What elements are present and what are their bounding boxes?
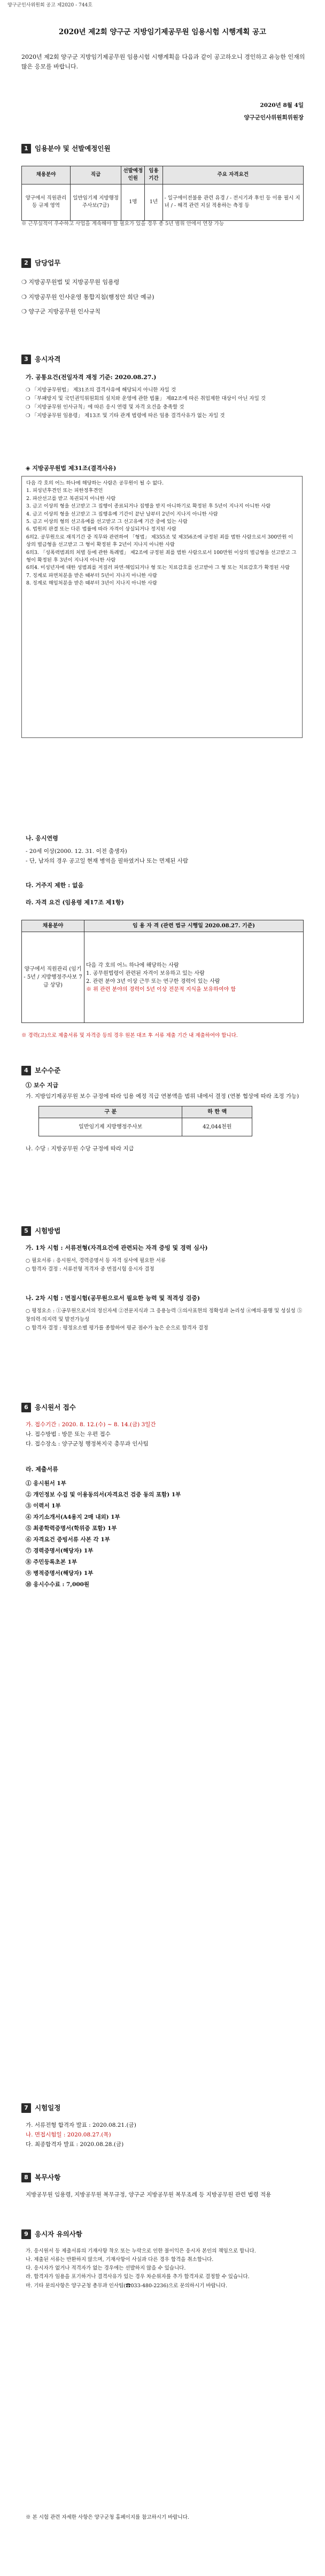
section-title: 응시자격 — [35, 355, 61, 363]
section-title: 복무사항 — [35, 2173, 61, 2181]
list-item: 다. 최종합격자 발표 : 2020.08.28.(금) — [26, 2141, 124, 2148]
table-cell: 1명 — [121, 184, 145, 220]
page-title: 2020년 제2회 양구군 지방임기제공무원 임용시험 시행계획 공고 — [58, 28, 267, 36]
table-note: ※ 근무실적이 우수하고 사업을 계속해야 할 필요가 있을 경우 총 5년 범위 안에서 연장 가능 — [21, 221, 225, 227]
list-item: 라. 합격자가 임용을 포기하거나 결격사유가 있는 경우 차순위자를 추가 합격자로 결정할 수 있습니다. — [26, 2274, 250, 2280]
box-line: 다음 각 호의 어느 하나에 해당하는 사람은 공무원이 될 수 없다. — [26, 480, 164, 486]
table-cell: 42,044천원 — [182, 1118, 252, 1136]
box-line: 2. 파산선고를 받고 복권되지 아니한 사람 — [26, 495, 116, 502]
box-line: 7. 징계로 파면처분을 받은 때부터 5년이 지나지 아니한 사람 — [26, 572, 157, 579]
section-title: 임용분야 및 선발예정인원 — [35, 144, 111, 152]
list-item: - 20세 이상(2000. 12. 31. 이전 출생자) — [26, 848, 127, 855]
table-cell: 일반임기제 지방행정주사보(7급) — [71, 184, 121, 220]
section-7-heading — [21, 2102, 60, 2114]
section-number: 9 — [21, 2229, 31, 2239]
section-number: 2 — [21, 258, 31, 268]
table-header: 채용분야 — [22, 166, 71, 184]
section-1-heading — [21, 142, 111, 155]
list-item: ○ 평정요소 : ①공무원으로서의 정신자세 ②전문지식과 그 응용능력 ③의사표현의 정확성과 논리성 ④예의·품행 및 성실성 ⑤창의력·의지력 및 발전가능성 — [26, 1308, 303, 1323]
requirements-table — [21, 920, 304, 1023]
application-info — [26, 1420, 304, 1449]
list-item: 나. 면접시험일 : 2020.08.27.(목) — [26, 2131, 111, 2138]
caution-last: ※ 본 시험 관련 자세한 사항은 양구군청 홈페이지를 참고하시기 바랍니다. — [26, 2515, 189, 2520]
box-line: 6의4. 미성년자에 대한 성범죄를 저질러 파면·해임되거나 형 또는 치료감호를 선고받아 그 형 또는 치료감호가 확정된 사람 — [26, 565, 290, 571]
schedule-lines — [26, 2121, 304, 2150]
list-item: - 단, 남자의 경우 공고일 현재 병역을 필하였거나 또는 면제된 사람 — [26, 857, 188, 864]
docs-list — [26, 1478, 304, 1590]
requirement-line: 다음 각 호의 어느 하나에 해당하는 사람 — [86, 962, 179, 968]
table-cell: 양구에서 직원관리 등 규제 영역 — [22, 184, 71, 220]
list-item: ❍ 「지방공무원법」 제31조의 결격사유에 해당되지 아니한 자일 것 — [26, 387, 176, 393]
section-8-heading — [21, 2171, 60, 2184]
pay-line: 가. 지방임기제공무원 보수 규정에 따라 임용 예정 직급 연봉액을 범위 내에서 결정 (연봉 협상에 따라 조정 가능) — [26, 1093, 299, 1099]
box-line: 3. 금고 이상의 형을 선고받고 그 집행이 종료되거나 집행을 받지 아니하기로 확정된 후 5년이 지나지 아니한 사람 — [26, 503, 271, 510]
intro-text: 2020년 제2회 양구군 지방임기제공무원 임용시험 시행계획을 다음과 같이 공고하오니 경인하고 유능한 인재의 많은 응모를 바랍니다. — [21, 53, 305, 71]
section-5-heading — [21, 1225, 60, 1237]
recruitment-table — [21, 166, 304, 221]
duties-list — [21, 278, 304, 322]
table-header: 임 용 자 격 (관련 법규 시행일 2020.08.27. 기준) — [84, 920, 304, 932]
service-lines — [26, 2190, 304, 2200]
table-cell-requirements — [84, 932, 304, 1023]
application-method: 나. 접수방법 : 방문 또는 우편 접수 — [26, 1431, 111, 1437]
section-number: 8 — [21, 2173, 31, 2182]
requirements-note: ※ 경력(고)으로 제출서류 및 자격증 등의 경우 원본 대조 후 서류 제출 기간 내 제출하여야 합니다. — [21, 1033, 238, 1039]
table-header: 선발예정인원 — [121, 166, 145, 184]
residence-heading: 다. 거주지 제한 : 없음 — [26, 882, 84, 889]
section-title: 보수수준 — [35, 1066, 61, 1074]
list-item: ② 개인정보 수집 및 이용동의서(자격요건 검증 동의 포함) 1부 — [26, 1491, 181, 1498]
section-title: 담당업무 — [35, 258, 61, 267]
box-line: 8. 징계로 해임처분을 받은 때부터 3년이 지나지 아니한 사람 — [26, 580, 157, 587]
table-header: 채용분야 — [22, 920, 84, 932]
list-item: ❍ 「지방공무원 인사규칙」에 따른 응시 연령 및 자격 요건을 충족할 것 — [26, 404, 184, 411]
table-header: 구 분 — [39, 1106, 182, 1118]
docs-heading: 라. 제출서류 — [26, 1466, 58, 1473]
section-title: 응시원서 접수 — [35, 1403, 76, 1411]
section-4-heading — [21, 1064, 60, 1077]
box-line: 6의3. 「성폭력범죄의 처벌 등에 관한 특례법」 제2조에 규정된 죄를 범한 사람으로서 100만원 이상의 벌금형을 선고받고 그 형이 확정된 후 3년이 지나지 아니한 사람 — [26, 549, 297, 564]
table-header: 주요 자격요건 — [162, 166, 304, 184]
section-title: 시험일정 — [35, 2103, 61, 2112]
list-item: ○ 합격자 결정 : 평정요소별 평가를 종합하여 평균 점수가 높은 순으로 합격자 결정 — [26, 1325, 208, 1332]
section-3-heading — [21, 353, 60, 366]
list-item: ○ 필요서류 : 응시원서, 경력증명서 등 자격 심사에 필요한 서류 — [26, 1258, 166, 1264]
caution-lines — [26, 2247, 304, 2290]
list-item: ❍ 양구군 지방공무원 인사규칙 — [21, 308, 100, 315]
box-line: 6. 법원의 판결 또는 다른 법률에 따라 자격이 상실되거나 정지된 사람 — [26, 526, 176, 533]
pay-note: 나. 수당 : 지방공무원 수당 규정에 따라 지급 — [26, 1145, 134, 1152]
list-item: ○ 합격자 결정 : 서류전형 적격자 중 면접시험 응시자 결정 — [26, 1266, 154, 1273]
section-title: 응시자 유의사항 — [35, 2229, 82, 2238]
section-title: 시험방법 — [35, 1226, 61, 1235]
section-number: 1 — [21, 144, 31, 153]
section-9-heading — [21, 2228, 82, 2241]
table-header: 임용기간 — [145, 166, 162, 184]
pay-table — [38, 1106, 252, 1136]
table-cell: - 일구에이전불용 관련 유경 / - 전시기과 후인 등 이용 필시 지녀 / - 해격 관련 지실 적용하는 측정 등 — [162, 184, 304, 220]
list-item: ④ 자기소개서(A4용지 2매 내외) 1부 — [26, 1514, 120, 1520]
section-2-heading — [21, 257, 60, 270]
exam-lines-1 — [26, 1257, 304, 1274]
list-item: ① 응시원서 1부 — [26, 1480, 66, 1487]
box-line: 5. 금고 이상의 형의 선고유예를 선고받고 그 선고유예 기간 중에 있는 사람 — [26, 519, 188, 525]
disqualification-title: ◈ 지방공무원법 제31조(결격사유) — [26, 465, 117, 472]
announcement-number: 양구군인사위원회 공고 제2020 - 744호 — [7, 3, 92, 8]
list-item: 가. 서류전형 합격자 발표 : 2020.08.21.(금) — [26, 2122, 136, 2128]
section-6-heading — [21, 1401, 76, 1414]
box-line: 6의2. 공무원으로 재직기간 중 직무와 관련하여 「형법」 제355조 및 제356조에 규정된 죄를 범한 사람으로서 300만원 이상의 벌금형을 선고받고 그 형이 확정된 후 2년이 지나지 아니한 사람 — [26, 534, 293, 548]
list-item: 지방공무원 임용령, 지방공무원 복무규정, 양구군 지방공무원 복무조례 등 지방공무원 관련 법령 적용 — [26, 2191, 272, 2198]
requirements-heading: 라. 자격 요건 (임용령 제17조 제1항) — [26, 899, 124, 906]
table-cell: 양구에서 직원관리 (임기 - 5년 / 지방행정주사보 7급 상당) — [22, 932, 84, 1023]
list-item: ❍ 「부패방지 및 국민권익위원회의 설치와 운영에 관한 법률」 제82조에 따른 취업제한 대상이 아닌 자일 것 — [26, 396, 266, 402]
application-place: 다. 접수장소 : 양구군청 행정복지국 총무과 인사팀 — [26, 1440, 149, 1447]
section-number: 7 — [21, 2103, 31, 2113]
eligibility-heading: 가. 공통요건(전일자격 재정 기준: 2020.08.27.) — [26, 374, 157, 381]
box-line: 4. 금고 이상의 형을 선고받고 그 집행유예 기간이 끝난 날부터 2년이 지나지 아니한 사람 — [26, 511, 218, 517]
list-item: ③ 이력서 1부 — [26, 1503, 61, 1509]
exam-heading-2: 나. 2차 시험 : 면접시험(공무원으로서 필요한 능력 및 적격성 검증) — [26, 1295, 200, 1302]
section-number: 3 — [21, 355, 31, 364]
requirement-line: ※ 위 관련 분야의 경력이 5년 이상 전문적 지식을 보유하여야 함 — [86, 986, 236, 993]
application-period: 가. 접수기간 : 2020. 8. 12.(수) ~ 8. 14.(금) 3일간 — [26, 1421, 156, 1428]
table-header: 하 한 액 — [182, 1106, 252, 1118]
exam-heading-1: 가. 1차 시험 : 서류전형(자격요건에 관련되는 자격 증빙 및 경력 심사) — [26, 1244, 208, 1251]
list-item: ⑦ 경력증명서(해당자) 1부 — [26, 1548, 94, 1554]
list-item: ❍ 지방공무원법 및 지방공무원 임용령 — [21, 279, 120, 286]
box-line: 1. 피성년후견인 또는 피한정후견인 — [26, 488, 103, 494]
list-item: ⑩ 응시수수료 : 7,000원 — [26, 1581, 90, 1588]
issuing-org: 양구군인사위원회위원장 — [244, 114, 304, 121]
list-item: ❍ 지방공무원 인사운영 통합지침(행정안 희단 예규) — [21, 293, 154, 301]
list-item: ⑤ 최종학력증명서(학위증 포함) 1부 — [26, 1525, 117, 1532]
requirement-line: 1. 공무원법령이 관련된 자격이 보유하고 있는 사람 — [86, 970, 205, 976]
list-item: ⑥ 자격요건 증빙서류 사본 각 1부 — [26, 1536, 110, 1543]
list-item: ❍ 「지방공무원 임용령」 제13조 및 기타 관계 법령에 따른 임용 결격사유가 없는 자일 것 — [26, 413, 225, 419]
disqualification-box — [21, 476, 303, 738]
section-number: 6 — [21, 1403, 31, 1412]
exam-lines-2 — [26, 1307, 304, 1333]
announcement-date: 2020년 8월 4일 — [260, 102, 304, 109]
eligibility-list — [26, 386, 304, 421]
list-item: ⑨ 병적증명서(해당자) 1부 — [26, 1570, 94, 1577]
age-heading: 나. 응시연령 — [26, 835, 58, 842]
list-item: 가. 응시원서 등 제출서류의 기재사항 착오 또는 누락으로 인한 불이익은 응시자 본인의 책임으로 합니다. — [26, 2248, 256, 2254]
table-cell: 1년 — [145, 184, 162, 220]
list-item: ⑧ 주민등록초본 1부 — [26, 1559, 78, 1565]
section-number: 4 — [21, 1066, 31, 1075]
list-item: 다. 응시자가 없거나 적격자가 없는 경우에는 선발하지 않을 수 있습니다. — [26, 2265, 186, 2272]
section-number: 5 — [21, 1226, 31, 1236]
requirement-line: 2. 관련 분야 3년 이상 근무 또는 연구한 경력이 있는 사람 — [86, 978, 220, 985]
table-header: 직급 — [71, 166, 121, 184]
list-item: 나. 제출된 서류는 반환하지 않으며, 기재사항이 사실과 다른 경우 합격을 취소합니다. — [26, 2257, 214, 2263]
table-cell: 일반임기제 지방행정주사보 — [39, 1118, 182, 1136]
age-lines — [26, 847, 304, 866]
pay-heading: ① 보수 지급 — [26, 1082, 59, 1089]
list-item: 마. 기타 문의사항은 양구군청 총무과 인사팀(☎033-480-2236)으로 문의하시기 바랍니다. — [26, 2282, 228, 2289]
